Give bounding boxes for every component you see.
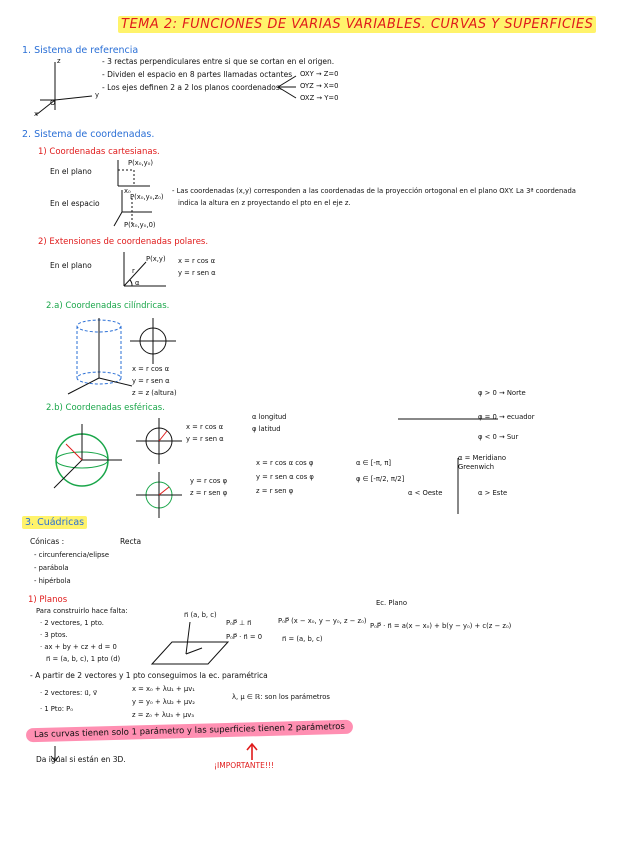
section-2-heading: 2. Sistema de coordenadas.	[22, 129, 155, 140]
key-highlight: Las curvas tienen solo 1 parámetro y las superficies tienen 2 parámetros	[26, 723, 353, 740]
ec-plano: P₀P⃗ · n⃗ = a(x − x₀) + b(y − y₀) + c(z − z₀)	[370, 622, 512, 630]
conic-2: - parábola	[34, 564, 69, 572]
sph-eq-a2: y = r sen α	[186, 435, 224, 443]
polar-heading: 2) Extensiones de coordenadas polares.	[38, 237, 209, 247]
sph-latitude: φ latitud	[252, 425, 281, 433]
conic-3: - hipérbola	[34, 577, 71, 585]
axis-label-y: y	[95, 91, 100, 99]
cart-note-1: - Las coordenadas (x,y) corresponden a las coordenadas de la proyección ortogonal en el plano OXY. La 3ª coordenada	[172, 187, 576, 195]
cart-plane-point: P(x₀,y₀)	[128, 159, 154, 167]
origin-label: O	[50, 99, 56, 107]
polar-eq-2: y = r sen α	[178, 269, 216, 277]
param-eq-1: x = x₀ + λu₁ + μv₁	[132, 685, 195, 693]
polar-eq-1: x = r cos α	[178, 257, 216, 265]
sph-eq-a1: x = r cos α	[186, 423, 224, 431]
sph-sys-2: y = r sen α cos φ	[256, 473, 314, 481]
cylindrical-heading: 2.a) Coordenadas cilíndricas.	[46, 301, 170, 311]
param-eq-2: y = y₀ + λu₂ + μv₂	[132, 698, 195, 706]
east-label: α > Este	[478, 489, 508, 497]
compass-equator: φ = 0 → ecuador	[478, 413, 535, 421]
cyl-eq-3: z = z (altura)	[132, 389, 177, 397]
section-3-heading: 3. Cuádricas	[22, 518, 87, 528]
cylinder-top-view	[130, 318, 176, 364]
param-item-2: · 1 Pto: P₀	[40, 705, 74, 713]
cartesian-heading: 1) Coordenadas cartesianas.	[38, 147, 160, 157]
sph-longitude: α longitud	[252, 413, 287, 421]
axis-label-x: x	[34, 110, 39, 118]
polar-r: r	[132, 267, 135, 275]
param-note: λ, μ ∈ ℝ: son los parámetros	[232, 693, 330, 701]
important-note: ¡IMPORTANTE!!!	[214, 761, 274, 770]
plane-vec-1: P₀P⃗ (x − x₀, y − y₀, z − z₀)	[278, 617, 367, 625]
plane-perp-1: P₀P⃗ ⊥ n⃗	[226, 619, 252, 627]
plane-oyz: OYZ → X=0	[300, 82, 339, 90]
param-eq-3: z = z₀ + λu₃ + μv₃	[132, 711, 195, 719]
planos-intro: Para construirlo hace falta:	[36, 607, 128, 615]
s1-bullet-3: - Los ejes definen 2 a 2 los planos coordenados.	[102, 83, 283, 92]
sph-eq-b2: z = r sen φ	[190, 489, 228, 497]
spherical-heading: 2.b) Coordenadas esféricas.	[46, 403, 165, 413]
conics-title: Cónicas :	[30, 537, 65, 546]
section-1-heading: 1. Sistema de referencia	[22, 45, 139, 56]
cyl-eq-1: x = r cos α	[132, 365, 170, 373]
sph-eq-b1: y = r cos φ	[190, 477, 228, 485]
cart-note-2: indica la altura en z proyectando el pto en el eje z.	[178, 199, 351, 207]
planos-item-3: · ax + by + cz + d = 0	[40, 643, 117, 651]
west-label: α < Oeste	[408, 489, 443, 497]
ec-plano-label: Ec. Plano	[376, 599, 407, 607]
param-item-1: · 2 vectores: u⃗, v⃗	[40, 689, 98, 697]
sph-sys-3: z = r sen φ	[256, 487, 294, 495]
cart-plane-label: En el plano	[50, 167, 92, 176]
recta-label: Recta	[120, 537, 142, 546]
plane-vec-2: n⃗ = (a, b, c)	[282, 635, 323, 643]
compass-south: φ < 0 → Sur	[478, 433, 519, 441]
cart-plane-x0: x₀	[124, 187, 131, 195]
planos-item-4: n⃗ = (a, b, c), 1 pto (d)	[46, 655, 121, 663]
s1-bullet-2: - Dividen el espacio en 8 partes llamadas octantes	[102, 70, 293, 79]
axis-label-z: z	[57, 57, 61, 65]
planos-item-1: · 2 vectores, 1 pto.	[40, 619, 104, 627]
sphere-diagram	[44, 420, 124, 500]
planos-item-2: · 3 ptos.	[40, 631, 68, 639]
reference-axes-diagram	[30, 57, 100, 120]
plane-perp-2: P₀P⃗ · n⃗ = 0	[226, 633, 263, 641]
param-intro: - A partir de 2 vectores y 1 pto conseguimos la ec. paramétrica	[30, 671, 268, 680]
cylinder-diagram	[64, 316, 134, 396]
sphere-top-view	[136, 418, 182, 464]
compass-north: φ > 0 → Norte	[478, 389, 526, 397]
cyl-eq-2: y = r sen α	[132, 377, 170, 385]
cart-space-label: En el espacio	[50, 199, 100, 208]
sphere-side-view	[136, 472, 182, 518]
note-3d: Da igual si están en 3D.	[36, 755, 126, 764]
polar-point: P(x,y)	[146, 255, 166, 263]
cart-space-proj: P(x₀,y₀,0)	[124, 221, 156, 229]
page-title: TEMA 2: FUNCIONES DE VARIAS VARIABLES. CURVAS Y SUPERFICIES	[118, 18, 596, 31]
sph-range-phi: φ ∈ [-π/2, π/2]	[356, 475, 405, 483]
planos-heading: 1) Planos	[28, 595, 68, 605]
sph-range-alpha: α ∈ [-π, π]	[356, 459, 391, 467]
plane-oxz: OXZ → Y=0	[300, 94, 339, 102]
plane-diagram	[150, 620, 230, 670]
polar-plane-label: En el plano	[50, 261, 92, 270]
s1-bullet-1: - 3 rectas perpendiculares entre si que se cortan en el origen.	[102, 57, 335, 66]
plane-oxy: OXY → Z=0	[300, 70, 339, 78]
polar-alpha: α	[135, 279, 140, 287]
arrow-up-icon	[246, 742, 258, 760]
sph-sys-1: x = r cos α cos φ	[256, 459, 314, 467]
cart-space-point: P(x₀,y₀,z₀)	[130, 193, 164, 201]
planes-brace	[278, 74, 298, 100]
plane-normal-label: n⃗ (a, b, c)	[184, 611, 217, 619]
meridian-label: α = Meridiano Greenwich	[458, 454, 507, 471]
conic-1: - circunferencia/elipse	[34, 551, 110, 559]
